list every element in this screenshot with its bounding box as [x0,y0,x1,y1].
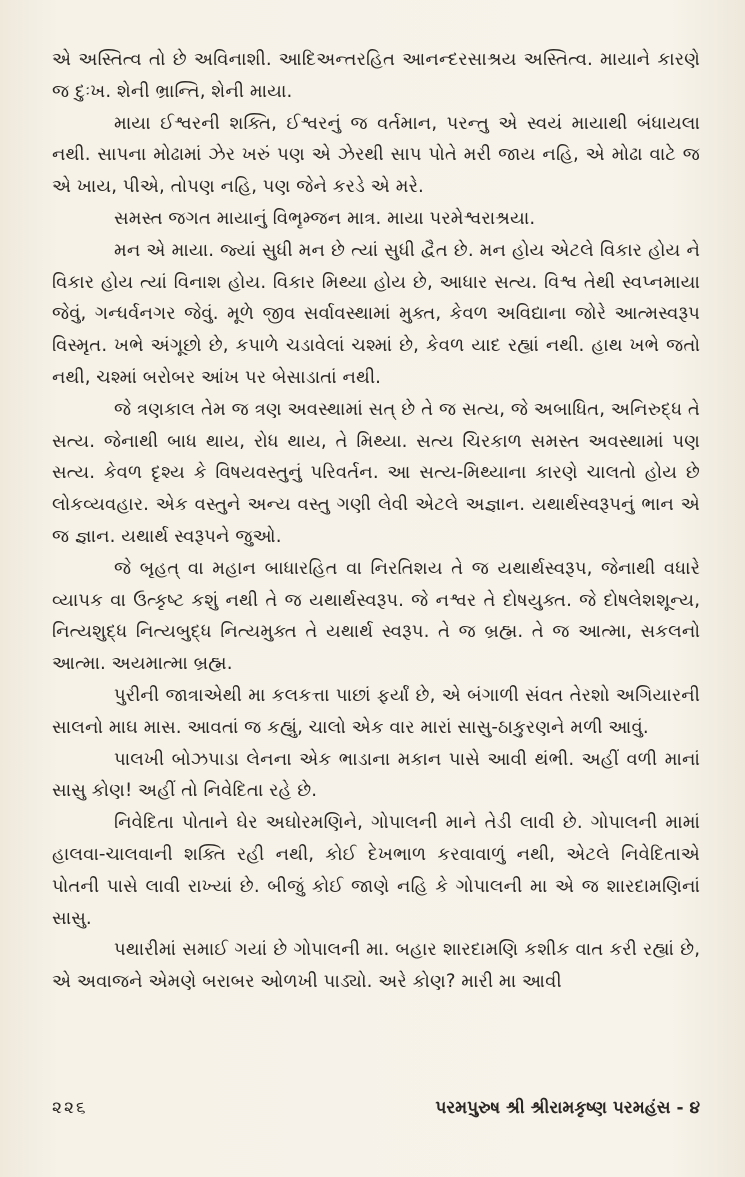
body-text [52,44,700,998]
paragraph: એ અસ્તિત્વ તો છે અવિનાશી. આદિઅન્તરહિત આનન્દરસાશ્રય અસ્તિત્વ. માયાને કારણે જ દુઃખ. શેની ભ્રાન્તિ, શેની માયા. [52,49,700,102]
paragraph: જે બૃહત્ વા મહાન બાધારહિત વા નિરતિશય તે જ યથાર્થસ્વરૂપ, જેનાથી વધારે વ્યાપક વા ઉત્કૃષ્ટ કશું નથી તે જ યથાર્થસ્વરૂપ. જે નશ્વર તે દોષયુક્ત. જે દોષલેશશૂન્ય, નિત્યશુદ્ધ નિત્યબુદ્ધ નિત્યમુક્ત તે યથાર્થ સ્વરૂપ. તે જ બ્રહ્મ. તે જ આત્મા, સકલનો આત્મા. અયમાત્મા બ્રહ્મ. [52,557,700,675]
page-footer [52,1098,700,1128]
paragraph: મન એ માયા. જ્યાં સુધી મન છે ત્યાં સુધી દ્વૈત છે. મન હોય એટલે વિકાર હોય ને વિકાર હોય ત્યાં વિનાશ હોય. વિકાર મિથ્યા હોય છે, આધાર સત્ય. વિશ્વ તેથી સ્વપ્નમાયા જેવું, ગન્ધર્વનગર જેવું. મૂળે જીવ સર્વાવસ્થામાં મુક્ત, કેવળ અવિદ્યાના જોરે આત્મસ્વરૂપ વિસ્મૃત. ખભે અંગૂછો છે, કપાળે ચડાવેલાં ચશ્માં છે, કેવળ યાદ રહ્યાં નથી. હાથ ખભે જતો નથી, ચશ્માં બરોબર આંખ પર બેસાડાતાં નથી. [52,239,700,388]
paragraph: પથારીમાં સમાઈ ગયાં છે ગોપાલની મા. બહાર શારદામણિ કશીક વાત કરી રહ્યાં છે, એ અવાજને એમણે બરાબર ઓળખી પાડ્યો. અરે કોણ? મારી મા આવી [52,939,700,993]
paragraph: નિવેદિતા પોતાને ઘેર અઘોરમણિને, ગોપાલની માને તેડી લાવી છે. ગોપાલની મામાં હાલવા-ચાલવાની શક્તિ રહી નથી, કોઈ દેખભાળ કરવાવાળું નથી, એટલે નિવેદિતાએ પોતની પાસે લાવી રાખ્યાં છે. બીજું કોઈ જાણે નહિ કે ગોપાલની મા એ જ શારદામણિનાં સાસુ. [52,812,700,929]
running-title: પરમપુરુષ શ્રી શ્રીરામકૃષ્ણ પરમહંસ - ૪ [435,1098,700,1118]
paragraph: જે ત્રણકાલ તેમ જ ત્રણ અવસ્થામાં સત્ છે તે જ સત્ય, જે અબાધિત, અનિરુદ્ધ તે સત્ય. જેનાથી બાધ થાય, રોધ થાય, તે મિથ્યા. સત્ય ચિરકાળ સમસ્ત અવસ્થામાં પણ સત્ય. કેવળ દૃશ્ય કે વિષયવસ્તુનું પરિવર્તન. આ સત્ય-મિથ્યાના કારણે ચાલતો હોય છે લોકવ્યવહાર. એક વસ્તુને અન્ય વસ્તુ ગણી લેવી એટલે અજ્ઞાન. યથાર્થસ્વરૂપનું ભાન એ જ જ્ઞાન. યથાર્થ સ્વરૂપને જુઓ. [52,398,700,547]
paragraph: માયા ઈશ્વરની શક્તિ, ઈશ્વરનું જ વર્તમાન, પરન્તુ એ સ્વયં માયાથી બંધાયલા નથી. સાપના મોઢામાં ઝેર ખરું પણ એ ઝેરથી સાપ પોતે મરી જાય નહિ, એ મોઢા વાટે જ એ ખાય, પીએ, તોપણ નહિ, પણ જેને કરડે એ મરે. [52,112,700,198]
paragraph: પાલખી બોઝપાડા લેનના એક ભાડાના મકાન પાસે આવી થંભી. અહીં વળી માનાં સાસુ કોણ! અહીં તો નિવેદિતા રહે છે. [52,748,700,802]
page-number: ૨૨૬ [52,1098,88,1118]
paragraph: સમસ્ત જગત માયાનું વિભૃમ્જન માત્ર. માયા પરમેશ્વરાશ્રયા. [114,207,536,229]
paragraph: પુરીની જાત્રાએથી મા કલકત્તા પાછાં ફર્યાં છે, એ બંગાળી સંવત તેરશો અગિયારની સાલનો માઘ માસ. આવતાં જ કહ્યું, ચાલો એક વાર મારાં સાસુ-ઠાકુરણને મળી આવું. [52,684,700,738]
